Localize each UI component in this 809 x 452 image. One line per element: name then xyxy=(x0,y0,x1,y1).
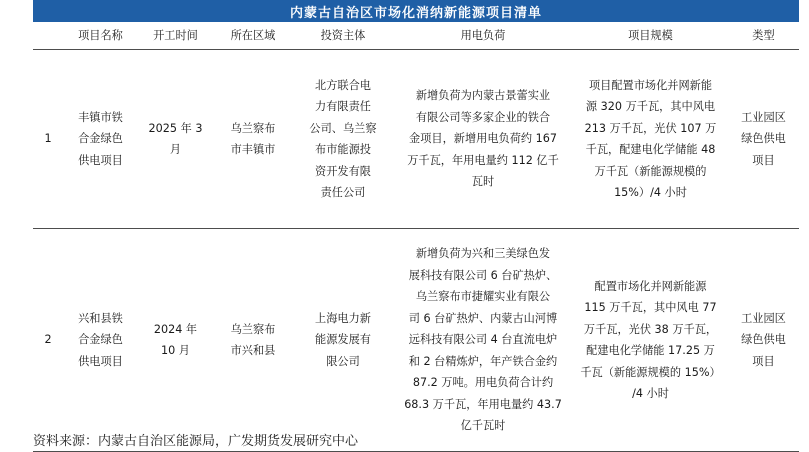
header-region: 所在区域 xyxy=(213,22,293,50)
project-name-cell: 兴和县铁 合金绿色 供电项目 xyxy=(63,229,138,452)
header-power-load: 用电负荷 xyxy=(393,22,573,50)
table-row xyxy=(33,50,799,229)
region-cell: 乌兰察布 市丰镇市 xyxy=(213,50,293,229)
table-row xyxy=(33,229,799,452)
start-time-cell: 2025 年 3 月 xyxy=(138,50,213,229)
header-investor: 投资主体 xyxy=(293,22,393,50)
project-name-cell: 丰镇市铁 合金绿色 供电项目 xyxy=(63,50,138,229)
header-start-time: 开工时间 xyxy=(138,22,213,50)
investor-cell: 北方联合电 力有限责任 公司、乌兰察 布市能源投 资开发有限 责任公司 xyxy=(293,50,393,229)
row-index: 2 xyxy=(33,229,63,452)
power-load-cell: 新增负荷为兴和三美绿色发 展科技有限公司 6 台矿热炉、 乌兰察布市捷耀实业有限公 司 6 台矿热炉、内蒙古山河博 远科技有限公司 4 台直流电炉 和 2 台精炼炉，年产铁合金约 87.2 万吨。用电负荷合计约 68.3 万千瓦，年用电量约 43.7 亿千瓦时 xyxy=(393,229,573,452)
header-type: 类型 xyxy=(728,22,799,50)
table-header-row xyxy=(33,22,799,50)
type-cell: 工业园区 绿色供电 项目 xyxy=(728,229,799,452)
project-table xyxy=(33,22,799,452)
type-cell: 工业园区 绿色供电 项目 xyxy=(728,50,799,229)
header-project-scale: 项目规模 xyxy=(573,22,728,50)
investor-cell: 上海电力新 能源发展有 限公司 xyxy=(293,229,393,452)
table-title: 内蒙古自治区市场化消纳新能源项目清单 xyxy=(33,0,799,22)
start-time-cell: 2024 年 10 月 xyxy=(138,229,213,452)
source-note: 资料来源：内蒙古自治区能源局，广发期货发展研究中心 xyxy=(33,434,359,449)
project-scale-cell: 配置市场化并网新能源 115 万千瓦，其中风电 77 万千瓦，光伏 38 万千瓦， 配建电化学储能 17.25 万 千瓦（新能源规模的 15%） /4 小时 xyxy=(573,229,728,452)
project-scale-cell: 项目配置市场化并网新能 源 320 万千瓦，其中风电 213 万千瓦，光伏 107 万 千瓦，配建电化学储能 48 万千瓦（新能源规模的 15%）/4 小时 xyxy=(573,50,728,229)
header-project-name: 项目名称 xyxy=(63,22,138,50)
header-index xyxy=(33,22,63,50)
region-cell: 乌兰察布 市兴和县 xyxy=(213,229,293,452)
power-load-cell: 新增负荷为内蒙古景蕾实业 有限公司等多家企业的铁合 金项目，新增用电负荷约 167 万千瓦，年用电量约 112 亿千 瓦时 xyxy=(393,50,573,229)
row-index: 1 xyxy=(33,50,63,229)
